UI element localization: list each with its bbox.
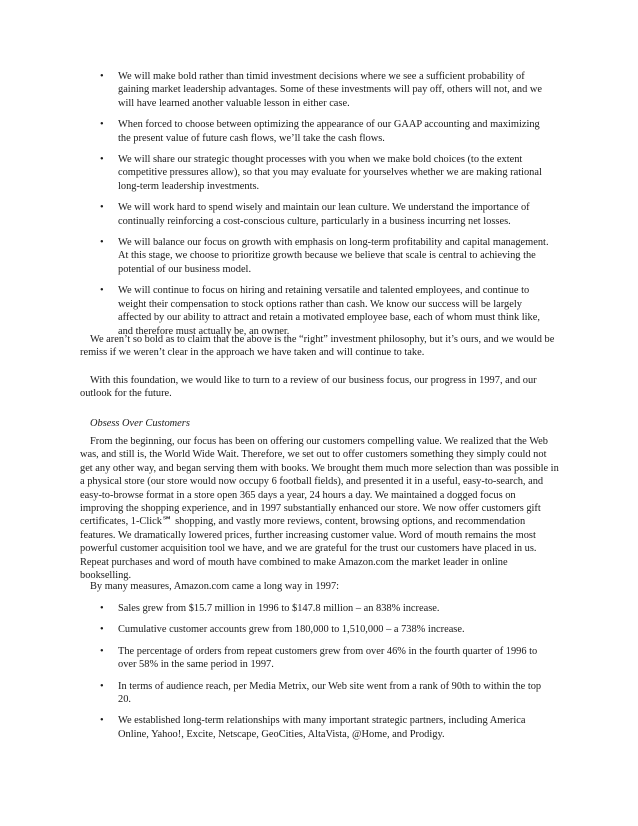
principles-list xyxy=(88,70,554,346)
paragraph-foundation: With this foundation, we would like to turn to a review of our business focus, our progress in 1997, and our outlook for the future. xyxy=(80,375,537,400)
list-item xyxy=(88,714,554,741)
list-item xyxy=(88,70,554,110)
bullet-icon: • xyxy=(100,285,104,297)
bullet-text: The percentage of orders from repeat customers grew from over 46% in the fourth quarter of 1996 to over 58% in the same period in 1997. xyxy=(118,645,538,671)
measures-list xyxy=(88,602,554,749)
bullet-icon: • xyxy=(100,119,104,131)
bullet-text: We established long-term relationships with many important strategic partners, including America Online, Yahoo!, Excite, Netscape, GeoCities, AltaVista, @Home, and Prodigy. xyxy=(118,715,526,740)
bullet-icon: • xyxy=(100,603,104,614)
list-item xyxy=(88,623,554,636)
list-item xyxy=(88,118,554,145)
bullet-text: When forced to choose between optimizing the appearance of our GAAP accounting and maximizing the present value of future cash flows, we’ll take the cash flows. xyxy=(118,119,540,144)
bullet-text: We will work hard to spend wisely and maintain our lean culture. We understand the importance of continually reinforcing a cost-conscious culture, particularly in a business incurring net losses. xyxy=(118,202,530,227)
bullet-text: We will continue to focus on hiring and retaining versatile and talented employees, and continue to weight their compensation to stock options rather than cash. We know our success will be largely affected by our ability to attract and retain a motivated employee base, each of whom must think like, and therefore must actually be, an owner. xyxy=(118,285,540,337)
bullet-text: In terms of audience reach, per Media Metrix, our Web site went from a rank of 90th to within the top 20. xyxy=(118,680,542,706)
bullet-icon: • xyxy=(100,715,104,727)
bullet-text: We will make bold rather than timid investment decisions where we see a sufficient probability of gaining market leadership advantages. Some of these investments will pay off, others will not, and we will have learned another valuable lesson in either case. xyxy=(118,71,542,109)
bullet-icon: • xyxy=(100,237,104,249)
bullet-icon: • xyxy=(100,154,104,166)
paragraph-philosophy: We aren’t so bold as to claim that the above is the “right” investment philosophy, but it’s ours, and we would be remiss if we weren’t clear in the approach we have taken and will continue to take. xyxy=(80,334,555,359)
bullet-text: Cumulative customer accounts grew from 180,000 to 1,510,000 – a 738% increase. xyxy=(118,624,465,636)
list-item xyxy=(88,201,554,228)
section-heading: Obsess Over Customers xyxy=(90,418,190,429)
list-item xyxy=(88,602,554,615)
bullet-text: Sales grew from $15.7 million in 1996 to $147.8 million – an 838% increase. xyxy=(118,603,440,614)
paragraph-measures-intro: By many measures, Amazon.com came a long way in 1997: xyxy=(90,581,340,592)
bullet-icon: • xyxy=(100,645,104,657)
list-item xyxy=(88,680,554,707)
list-item xyxy=(88,645,554,672)
bullet-icon: • xyxy=(100,624,104,636)
list-item xyxy=(88,236,554,276)
paragraph-customers: From the beginning, our focus has been on offering our customers compelling value. We realized that the Web was, and still is, the World Wide Wait. Therefore, we set out to offer customers something they simply could not get any other way, and began serving them with books. We brought them much more selection than was possible in a physical store (our store would now occupy 6 football fields), and presented it in a useful, easy-to-search, and easy-to-browse format in a store open 365 days a year, 24 hours a day. We maintained a dogged focus on improving the shopping experience, and in 1997 substantially enhanced our store. We now offer customers gift certificates, 1-Click℠ shopping, and vastly more reviews, content, browsing options, and recommendation features. We dramatically lowered prices, further increasing customer value. Word of mouth remains the most powerful customer acquisition tool we have, and we are grateful for the trust our customers have placed in us. Repeat purchases and word of mouth have combined to make Amazon.com the market leader in online bookselling. xyxy=(80,436,559,582)
list-item xyxy=(88,284,554,338)
list-item xyxy=(88,153,554,193)
bullet-icon: • xyxy=(100,680,104,692)
bullet-text: We will balance our focus on growth with emphasis on long-term profitability and capital management. At this stage, we choose to prioritize growth because we believe that scale is central to achieving the potential of our business model. xyxy=(118,237,549,275)
bullet-icon: • xyxy=(100,71,104,82)
bullet-text: We will share our strategic thought processes with you when we make bold choices (to the extent competitive pressures allow), so that you may evaluate for yourselves whether we are making rational long-term leadership investments. xyxy=(118,154,542,192)
bullet-icon: • xyxy=(100,202,104,214)
